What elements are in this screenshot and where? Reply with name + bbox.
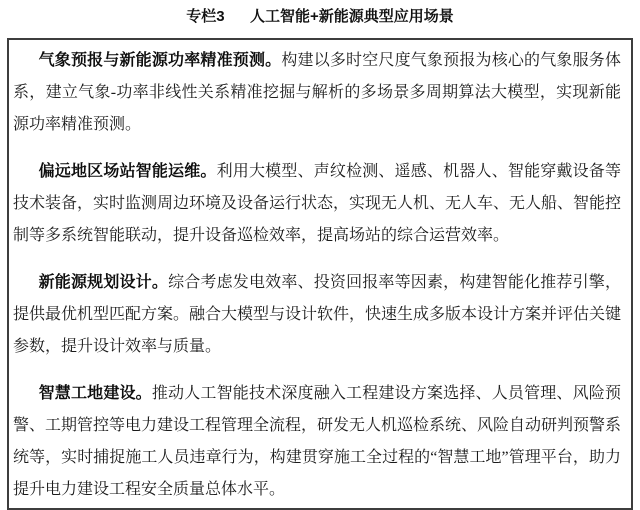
content-box xyxy=(7,38,633,510)
paragraph-body: 推动人工智能技术深度融入工程建设方案选择、人员管理、风险预警、工期管控等电力建设工程管理全流程，研发无人机巡检系统、风险自动研判预警系统等，实时捕捉施工人员违章行为，构建贯穿施工全过程的“智慧工地”管理平台，助力提升电力建设工程安全质量总体水平。 xyxy=(13,385,622,498)
paragraph-smart-construction-site xyxy=(13,378,621,506)
paragraph-heading: 新能源规划设计。 xyxy=(38,274,169,291)
box-title xyxy=(0,0,640,26)
paragraph-heading: 智慧工地建设。 xyxy=(38,385,152,402)
paragraph-remote-station-ops xyxy=(13,156,621,252)
paragraph-heading: 气象预报与新能源功率精准预测。 xyxy=(38,52,282,69)
paragraph-planning-design xyxy=(13,267,621,363)
box-title-label: 专栏3 xyxy=(186,8,225,25)
paragraph-heading: 偏远地区场站智能运维。 xyxy=(38,163,217,180)
paragraph-weather-forecast xyxy=(13,45,621,141)
paragraph-body: 构建以多时空尺度气象预报为核心的气象服务体系，建立气象-功率非线性关系精准挖掘与解析的多场景多周期算法大模型，实现新能源功率精准预测。 xyxy=(13,52,621,133)
paragraph-body: 综合考虑发电效率、投资回报率等因素，构建智能化推荐引擎，提供最优机型匹配方案。融合大模型与设计软件，快速生成多版本设计方案并评估关键参数，提升设计效率与质量。 xyxy=(13,274,622,355)
paragraph-body: 利用大模型、声纹检测、遥感、机器人、智能穿戴设备等技术装备，实时监测周边环境及设备运行状态，实现无人机、无人车、无人船、智能控制等多系统智能联动，提升设备巡检效率，提高场站的综合运营效率。 xyxy=(13,163,622,244)
box-title-text: 人工智能+新能源典型应用场景 xyxy=(250,8,454,25)
